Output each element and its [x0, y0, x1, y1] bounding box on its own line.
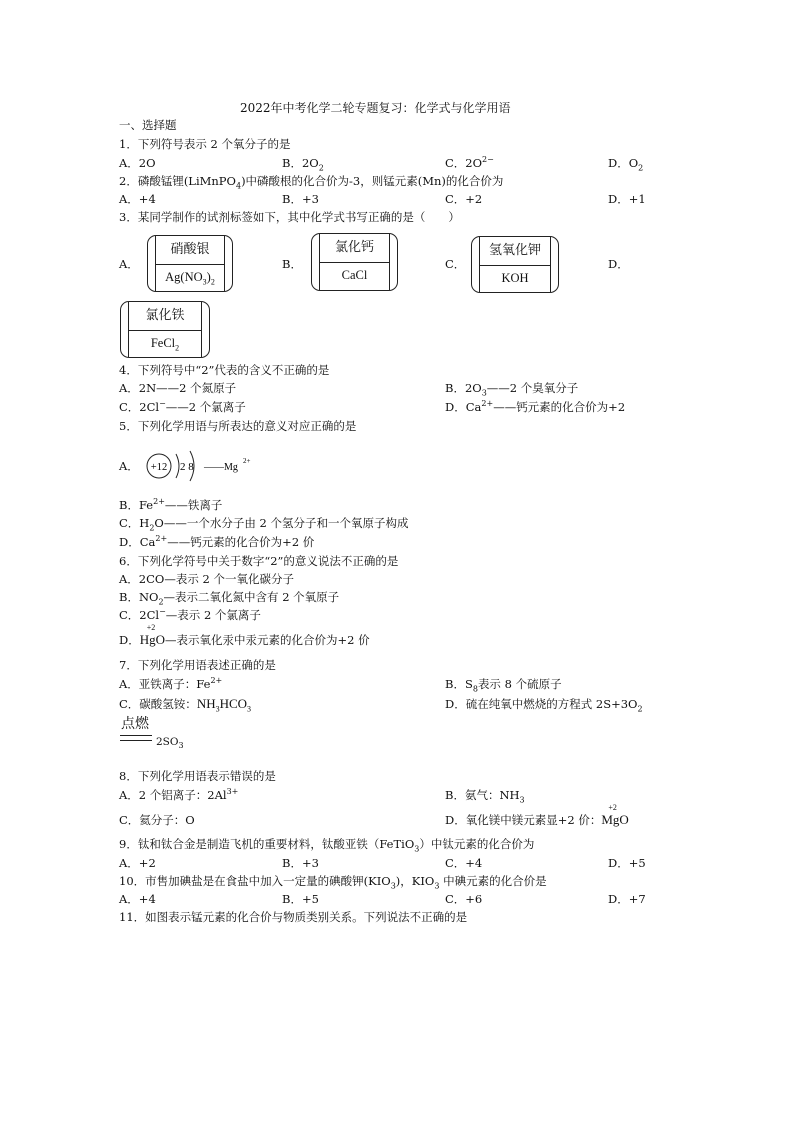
q9-option-b[interactable]: B．+3	[282, 856, 319, 870]
nucleus-charge: +12	[150, 462, 168, 473]
label-d-formula: FeCl$_2$	[150, 336, 180, 353]
q4-option-a[interactable]: A．2N——2 个氮原子	[119, 381, 237, 395]
valence-mark: +2	[608, 803, 617, 812]
q3-option-b[interactable]: B．	[282, 257, 302, 271]
q2-option-a[interactable]: A．+4	[119, 192, 156, 206]
q3-label-c[interactable]	[471, 236, 559, 293]
q4-option-d[interactable]: D．$Ca^{2+}——$钙元素的化合价为+2	[445, 399, 626, 414]
q5-option-b[interactable]: B．$Fe^{2+}——$铁离子	[119, 497, 223, 512]
q3-label-d[interactable]	[120, 301, 210, 358]
question-2-stem: 2．磷酸锰锂(LiMnPO$_4$)中磷酸根的化合价为-3，则锰元素(Mn)的化合价为	[119, 174, 504, 191]
q10-option-a[interactable]: A．+4	[119, 892, 156, 906]
q3-option-d[interactable]: D．	[608, 257, 629, 271]
question-1-stem: 1．下列符号表示 2 个氧分子的是	[119, 137, 291, 151]
question-3-stem: 3．某同学制作的试剂标签如下，其中化学式书写正确的是（ ）	[119, 210, 460, 224]
q9-option-d[interactable]: D．+5	[608, 856, 646, 870]
label-d-name: 氯化铁	[145, 308, 185, 323]
question-5-stem: 5．下列化学用语与所表达的意义对应正确的是	[119, 419, 357, 433]
q7-option-c[interactable]: C．碳酸氢铵：$NH_3HCO_3$	[119, 696, 252, 714]
q3-label-a[interactable]	[147, 235, 233, 292]
q5-option-a[interactable]: A．	[119, 459, 139, 473]
q10-option-c[interactable]: C．+6	[445, 892, 483, 906]
question-6-stem: 6．下列化学符号中关于数字“2”的意义说法不正确的是	[119, 554, 399, 568]
q1-option-a[interactable]: A．2O	[119, 156, 156, 170]
label-c-formula: KOH	[501, 271, 529, 285]
q3-option-a[interactable]: A．	[119, 257, 139, 271]
q5-option-d[interactable]: D．$Ca^{2+}——$钙元素的化合价为+2 价	[119, 534, 315, 549]
reaction-condition: 点燃	[121, 716, 149, 732]
reaction-equals-sign	[120, 735, 152, 741]
q3-option-c[interactable]: C．	[445, 257, 466, 271]
section-heading: 一、选择题	[119, 118, 177, 132]
electron-shells: 2 8	[180, 461, 194, 473]
q9-option-a[interactable]: A．+2	[119, 856, 156, 870]
q2-option-c[interactable]: C．+2	[445, 192, 483, 206]
question-11-stem: 11．如图表示锰元素的化合价与物质类别关系。下列说法不正确的是	[119, 910, 468, 924]
q4-option-b[interactable]: B．$2O_3——2$ 个臭氧分子	[445, 381, 579, 398]
mg-ion-label: ——Mg	[204, 462, 238, 473]
q10-option-d[interactable]: D．+7	[608, 892, 646, 906]
question-9-stem: 9．钛和钛合金是制造飞机的重要材料，钛酸亚铁（FeTiO$_3$）中钛元素的化合价为	[119, 837, 535, 854]
q6-option-b[interactable]: B．$NO_2—$表示二氧化氮中含有 2 个氧原子	[119, 590, 340, 607]
q9-option-c[interactable]: C．+4	[445, 856, 483, 870]
label-c-name: 氢氧化钾	[488, 243, 541, 258]
page-title: 2022年中考化学二轮专题复习：化学式与化学用语	[240, 101, 511, 115]
q2-option-b[interactable]: B．+3	[282, 192, 319, 206]
q7-option-d[interactable]: D．硫在纯氧中燃烧的方程式 $2S+3O_2$	[445, 697, 643, 714]
label-b-formula: CaCl	[341, 268, 368, 282]
question-10-stem: 10．市售加碘盐是在食盐中加入一定量的碘酸钾$(KIO_3)$，$KIO_3$ 中碘元素的化合价是	[119, 874, 547, 891]
label-b-name: 氯化钙	[334, 240, 374, 255]
q7-option-a[interactable]: A．亚铁离子：$Fe^{2+}$	[119, 676, 223, 691]
question-7-stem: 7．下列化学用语表述正确的是	[119, 658, 276, 672]
q6-option-c[interactable]: C．2Cl−—表示 2 个氯离子	[119, 607, 261, 622]
q1-option-d[interactable]: D．$O_2$	[608, 156, 644, 173]
q10-option-b[interactable]: B．+5	[282, 892, 319, 906]
q3-label-b[interactable]	[311, 233, 398, 291]
q2-option-d[interactable]: D．+1	[608, 192, 646, 206]
label-a-formula: $Ag(NO_3)_2$	[165, 270, 215, 287]
q5-option-c[interactable]: C．$H_2O——$一个水分子由 2 个氢分子和一个氧原子构成	[119, 516, 409, 533]
mg-ion-charge: 2+	[243, 457, 251, 465]
valence-mark: +2	[146, 623, 156, 632]
question-8-stem: 8．下列化学用语表示错误的是	[119, 769, 276, 783]
q8-option-c[interactable]: C．氦分子：O	[119, 813, 195, 827]
label-a-name: 硝酸银	[170, 242, 210, 257]
q4-option-c[interactable]: C．2Cl−——2 个氯离子	[119, 399, 246, 414]
q8-option-b[interactable]: B．氨气：$NH_3$	[445, 788, 525, 805]
q6-option-d[interactable]: D． +2 HgO—表示氧化汞中汞元素的化合价为+2 价	[119, 623, 370, 647]
reaction-product: $2SO_3$	[156, 736, 184, 751]
q7-option-b[interactable]: B．$S_8$表示 8 个硫原子	[445, 677, 562, 694]
q1-option-c[interactable]: C．$2O^{2-}$	[445, 155, 494, 170]
q1-option-b[interactable]: B．$2O_2$	[282, 156, 324, 173]
q6-option-a[interactable]: A．2CO—表示 2 个一氧化碳分子	[119, 572, 294, 586]
mg-ion-structure-diagram	[144, 446, 274, 486]
q8-option-d[interactable]: D．氧化镁中镁元素显+2 价： +2 MgO	[445, 803, 629, 827]
q8-option-a[interactable]: A．2 个铝离子：$2Al^{3+}$	[119, 787, 239, 802]
question-4-stem: 4．下列符号中“2”代表的含义不正确的是	[119, 363, 330, 377]
